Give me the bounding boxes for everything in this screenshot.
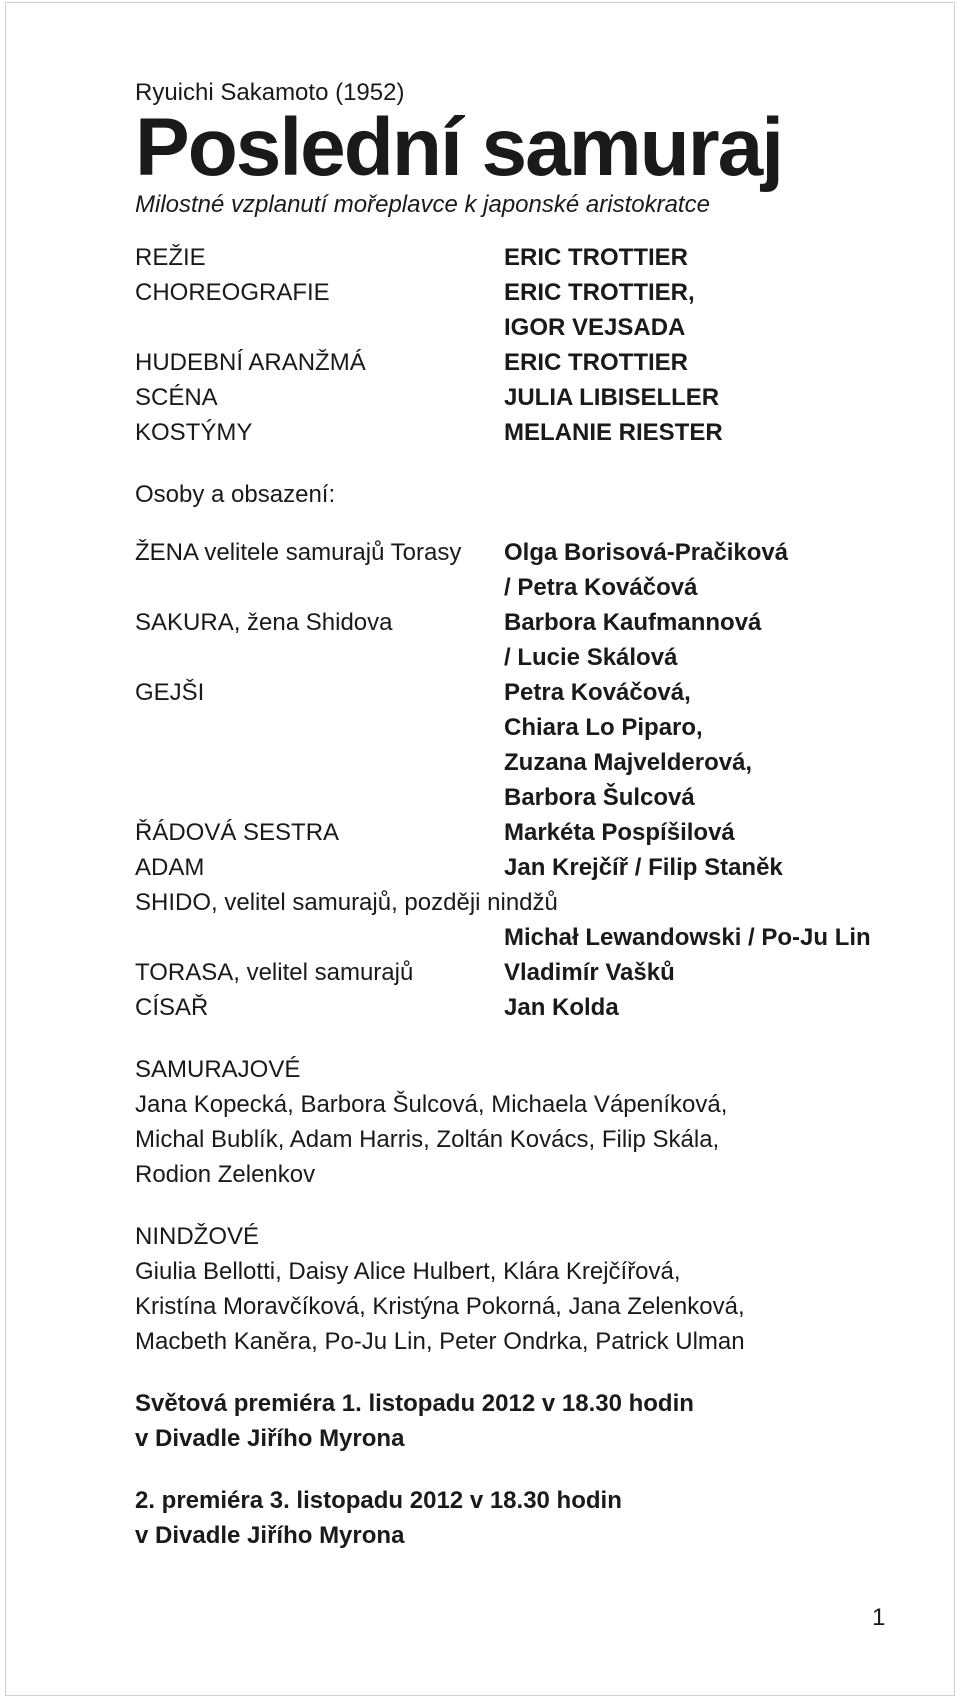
- samurai-ensemble: [135, 1052, 925, 1192]
- role: [135, 850, 504, 885]
- premiere-second: [135, 1483, 925, 1553]
- page-number: 1: [872, 1604, 886, 1631]
- role-name: ADAM: [135, 854, 205, 881]
- composer: Ryuichi Sakamoto (1952): [135, 79, 405, 106]
- performer: Barbora Šulcová: [504, 784, 695, 811]
- cast-row: [135, 955, 925, 990]
- cast-row: [135, 850, 925, 885]
- role-description: , velitel samurajů: [233, 959, 414, 986]
- role-description: velitele samurajů Torasy: [197, 539, 462, 566]
- role: [135, 955, 504, 990]
- role-name: GEJŠI: [135, 679, 205, 706]
- performers: [504, 815, 735, 850]
- ensemble-line: Rodion Zelenkov: [135, 1161, 316, 1188]
- credits-list: [135, 240, 925, 450]
- cast-list: [135, 535, 925, 1025]
- performer: Jan Krejčíř / Filip Staněk: [504, 854, 783, 881]
- performer: Chiara Lo Piparo,: [504, 714, 703, 741]
- credit-label: REŽIE: [135, 244, 206, 271]
- credit-label: SCÉNA: [135, 384, 218, 411]
- credit-name: IGOR VEJSADA: [504, 314, 686, 341]
- program-content: [135, 78, 925, 1553]
- credit-value: [504, 345, 688, 380]
- credit-row: [135, 415, 925, 450]
- credit-value: [504, 275, 695, 345]
- performers: [504, 990, 619, 1025]
- role: [135, 675, 504, 815]
- performers: [504, 605, 761, 675]
- performer: Petra Kováčová,: [504, 679, 691, 706]
- ensemble-line: Michal Bublík, Adam Harris, Zoltán Kovács, Filip Skála,: [135, 1126, 720, 1153]
- credit-value: [504, 380, 719, 415]
- credit-name: JULIA LIBISELLER: [504, 384, 720, 411]
- performer: Olga Borisová-Pračiková: [504, 539, 789, 566]
- performer: Michał Lewandowski / Po-Ju Lin: [504, 924, 871, 951]
- role: [135, 605, 504, 675]
- cast-row: [135, 605, 925, 675]
- credit-label: CHOREOGRAFIE: [135, 279, 330, 306]
- performer: / Petra Kováčová: [504, 574, 698, 601]
- performer: Zuzana Majvelderová,: [504, 749, 753, 776]
- credit-label: HUDEBNÍ ARANŽMÁ: [135, 349, 366, 376]
- subtitle: Milostné vzplanutí mořeplavce k japonské aristokratce: [135, 191, 710, 218]
- cast-row: [135, 675, 925, 815]
- page-title: Poslední samuraj: [135, 102, 783, 193]
- credit-name: ERIC TROTTIER,: [504, 279, 695, 306]
- performer: Vladimír Vašků: [504, 959, 675, 986]
- cast-row: [135, 535, 925, 605]
- role-name: ŘÁDOVÁ SESTRA: [135, 819, 340, 846]
- cast-row: [135, 990, 925, 1025]
- role: [135, 885, 558, 955]
- cast-heading: Osoby a obsazení:: [135, 481, 336, 508]
- role: [135, 535, 504, 605]
- credit-row: [135, 345, 925, 380]
- credit-row: [135, 275, 925, 345]
- ensemble-line: Jana Kopecká, Barbora Šulcová, Michaela Vápeníková,: [135, 1091, 728, 1118]
- performers: [504, 675, 752, 815]
- ninja-ensemble: [135, 1219, 925, 1359]
- credit-name: ERIC TROTTIER: [504, 244, 688, 271]
- role-description: , žena Shidova: [233, 609, 393, 636]
- premiere-line: v Divadle Jiřího Myrona: [135, 1522, 405, 1549]
- role: [135, 815, 504, 850]
- credit-label: KOSTÝMY: [135, 419, 253, 446]
- role-name: SHIDO: [135, 889, 212, 916]
- credit-row: [135, 380, 925, 415]
- role: [135, 990, 504, 1025]
- ensemble-heading: SAMURAJOVÉ: [135, 1056, 301, 1083]
- performers: [504, 535, 788, 605]
- role-name: CÍSAŘ: [135, 994, 209, 1021]
- performer: Barbora Kaufmannová: [504, 609, 762, 636]
- ensemble-line: Giulia Bellotti, Daisy Alice Hulbert, Klára Krejčířová,: [135, 1258, 681, 1285]
- credit-value: [504, 415, 723, 450]
- premiere-line: 2. premiéra 3. listopadu 2012 v 18.30 hodin: [135, 1487, 622, 1514]
- premiere-line: v Divadle Jiřího Myrona: [135, 1425, 405, 1452]
- cast-row: [135, 815, 925, 850]
- credit-name: ERIC TROTTIER: [504, 349, 688, 376]
- performer: Markéta Pospíšilová: [504, 819, 735, 846]
- premiere-line: Světová premiéra 1. listopadu 2012 v 18.30 hodin: [135, 1390, 694, 1417]
- ensemble-line: Macbeth Kaněra, Po-Ju Lin, Peter Ondrka, Patrick Ulman: [135, 1328, 745, 1355]
- performer-spacer: [504, 885, 871, 920]
- credit-value: [504, 240, 688, 275]
- role-name: TORASA: [135, 959, 234, 986]
- performers: [504, 885, 871, 955]
- premiere-world: [135, 1386, 925, 1456]
- performers: [504, 955, 675, 990]
- cast-row: [135, 885, 925, 955]
- credit-name: MELANIE RIESTER: [504, 419, 723, 446]
- performer: Jan Kolda: [504, 994, 619, 1021]
- credit-row: [135, 240, 925, 275]
- performers: [504, 850, 783, 885]
- role-description: , velitel samurajů, později nindžů: [211, 889, 558, 916]
- role-name: SAKURA: [135, 609, 234, 636]
- performer: / Lucie Skálová: [504, 644, 678, 671]
- ensemble-heading: NINDŽOVÉ: [135, 1223, 260, 1250]
- ensemble-line: Kristína Moravčíková, Kristýna Pokorná, Jana Zelenková,: [135, 1293, 745, 1320]
- role-name: ŽENA: [135, 539, 198, 566]
